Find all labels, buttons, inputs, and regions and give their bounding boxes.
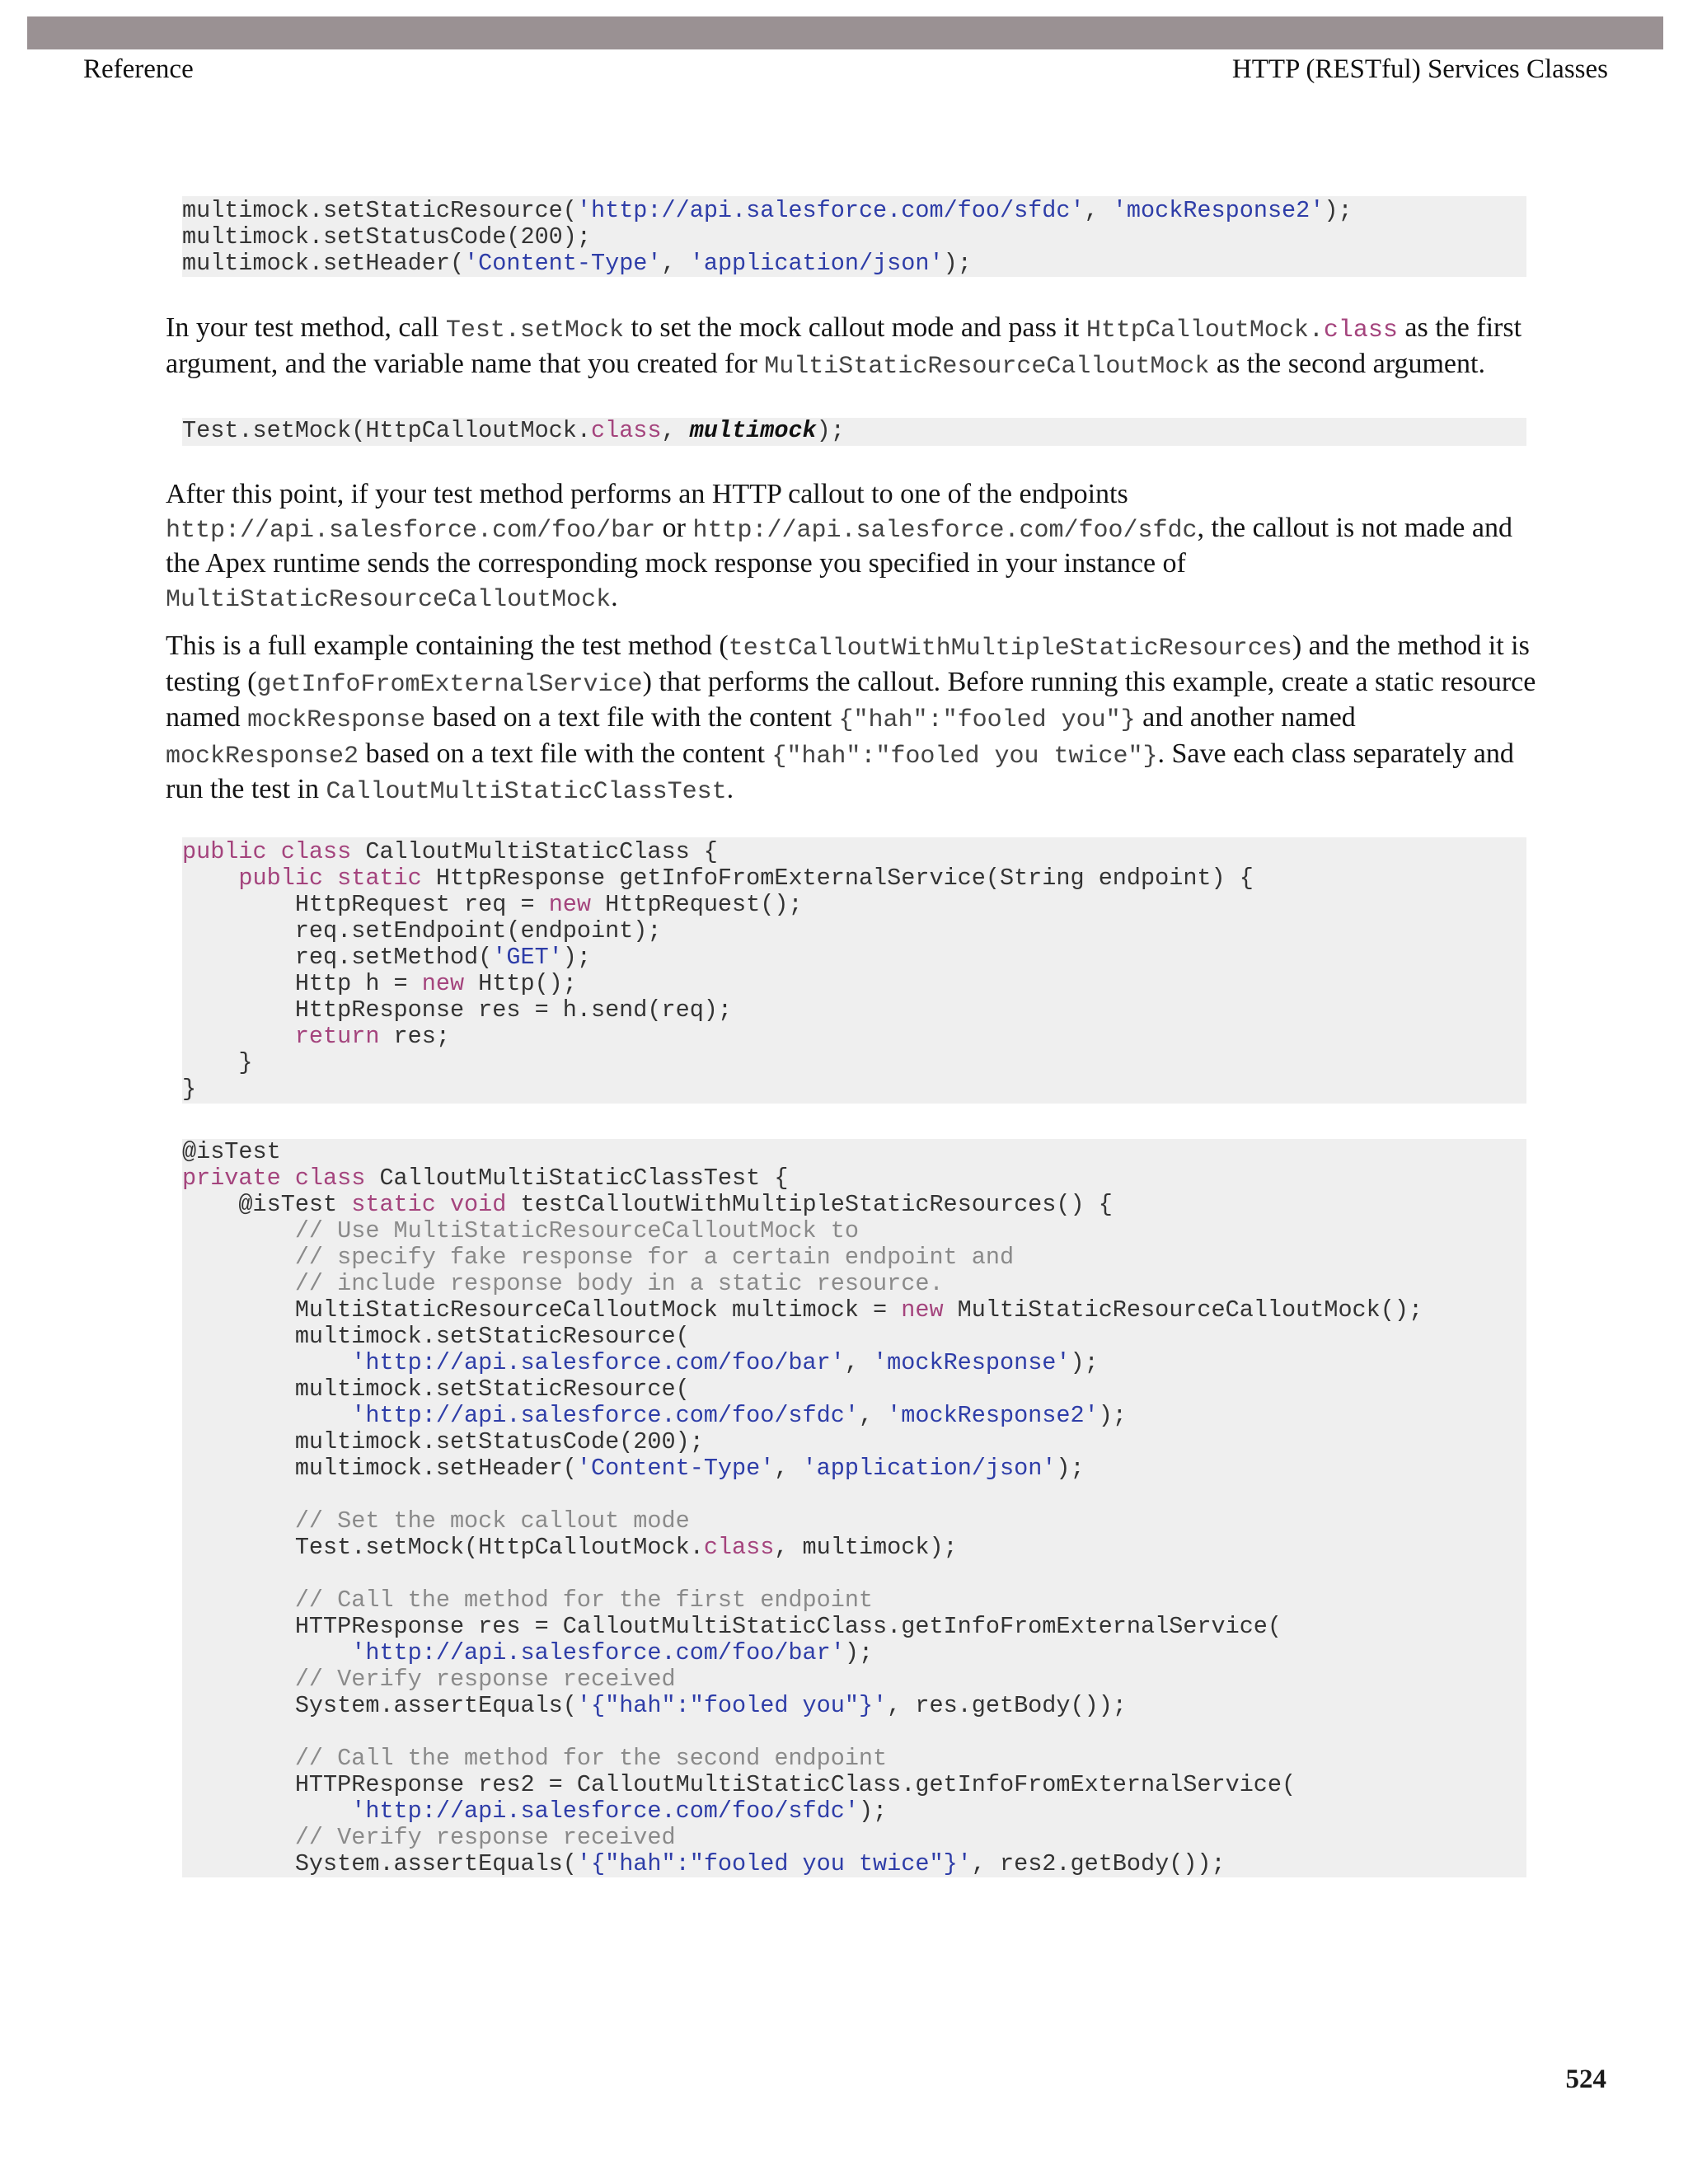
code-line [182,892,1526,918]
code-block-callout-class [182,837,1526,1104]
code-line [182,1535,1526,1561]
code-token: class [703,1534,775,1561]
code-token: Test.setMock(HttpCalloutMock. [182,1534,704,1561]
code-line [182,1587,1526,1614]
code-token: HttpRequest req = [182,891,549,918]
text: . [611,581,618,612]
code-line [182,1429,1526,1455]
paragraph-endpoints [166,478,1550,616]
code-line [182,1324,1526,1350]
code-token: 'Content-Type' [576,1455,775,1482]
code-line [182,1271,1526,1297]
code-token: 'mockResponse2' [1112,197,1325,224]
code-token: HTTPResponse res2 = CalloutMultiStaticClass.getInfoFromExternalService( [182,1771,1296,1798]
code-token: static void [351,1191,507,1218]
code-token: public static [238,865,422,892]
code-line [182,839,1526,865]
text: or [655,512,693,543]
code-token: ); [1098,1402,1127,1429]
code-token: HttpRequest(); [591,891,803,918]
code-token: multimock.setHeader( [182,250,465,277]
code-line [182,1666,1526,1693]
paragraph-setmock [166,312,1550,383]
code-token: return [294,1023,380,1050]
code-token: '{"hah":"fooled you twice"}' [576,1850,972,1877]
code-token [182,1639,351,1666]
code-line [182,1798,1526,1825]
text: based on a text file with the content [425,702,839,733]
inline-code: MultiStaticResourceCalloutMock [764,352,1210,381]
inline-code: MultiStaticResourceCalloutMock [166,585,612,614]
code-block-setup [182,196,1526,277]
code-token: , [661,250,690,277]
code-token: public class [182,838,352,865]
code-line [182,997,1526,1024]
code-token: } [182,1076,197,1103]
code-token [182,865,238,892]
code-line [182,1218,1526,1244]
code-line [182,918,1526,944]
inline-code: getInfoFromExternalService [256,670,643,699]
code-token: System.assertEquals( [182,1692,577,1719]
code-line [182,1561,1526,1587]
code-token: , multimock); [774,1534,958,1561]
text: to set the mock callout mode and pass it [623,312,1086,343]
code-token: // Verify response received [182,1824,676,1851]
code-line [182,1024,1526,1050]
code-token: multimock.setStatusCode(200); [182,1428,704,1455]
code-line [182,1851,1526,1877]
code-token: multimock.setStatusCode(200); [182,223,591,251]
code-token [182,1349,351,1376]
code-token: ); [858,1797,888,1825]
inline-code: {"hah":"fooled you twice"} [771,742,1158,771]
code-line [182,865,1526,892]
code-token: , [661,417,690,444]
code-line [182,1376,1526,1403]
code-token: 'http://api.salesforce.com/foo/sfdc' [351,1797,859,1825]
inline-code: Test.setMock [445,316,624,344]
inline-code: testCalloutWithMultipleStaticResources [728,635,1292,663]
code-line [182,1350,1526,1376]
code-token: ); [816,417,845,444]
code-token: 'http://api.salesforce.com/foo/bar' [351,1639,845,1666]
code-token: 'application/json' [689,250,944,277]
code-line [182,1455,1526,1482]
inline-code: HttpCalloutMock. [1085,316,1324,344]
code-token: Test.setMock(HttpCalloutMock. [182,417,591,444]
code-line [182,1076,1526,1103]
code-token: , res2.getBody()); [971,1850,1226,1877]
code-token [182,1023,295,1050]
code-token: private class [182,1165,366,1192]
code-token: 'application/json' [802,1455,1057,1482]
code-token: new [421,970,465,997]
code-token: multimock.setHeader( [182,1455,577,1482]
code-line [182,1640,1526,1666]
code-token: MultiStaticResourceCalloutMock multimock = [182,1296,902,1324]
code-line [182,971,1526,997]
code-line [182,251,1526,277]
code-block-setmock [182,418,1526,446]
code-line [182,1746,1526,1772]
code-token: multimock.setStaticResource( [182,1376,690,1403]
code-token: @isTest [182,1191,352,1218]
text: After this point, if your test method performs an HTTP callout to one of the endpoints [166,479,1128,509]
code-token: multimock [689,417,817,444]
code-block-test-class [182,1139,1526,1877]
code-token: CalloutMultiStaticClassTest { [365,1165,789,1192]
code-token: @isTest [182,1138,281,1165]
code-line [182,1139,1526,1165]
code-token: multimock.setStaticResource( [182,197,577,224]
inline-code: CalloutMultiStaticClassTest [326,778,727,806]
code-token: , [844,1349,874,1376]
text: as the first argument, and the variable name that you created for [166,312,1522,379]
code-token: System.assertEquals( [182,1850,577,1877]
text: , the callout is not made and the Apex runtime sends the corresponding mock response you specified in your instance of [166,512,1512,579]
top-bar [27,16,1663,49]
code-token: } [182,1049,253,1076]
header-section-title: Reference [83,54,194,84]
inline-code-keyword: class [1323,316,1398,344]
code-token: // specify fake response for a certain endpoint and [182,1244,1015,1271]
code-token: '{"hah":"fooled you"}' [576,1692,888,1719]
code-token: ); [562,944,591,971]
code-line [182,1165,1526,1192]
code-line [182,1825,1526,1851]
code-line [182,1482,1526,1508]
paragraph-full-example [166,630,1550,809]
code-token: ); [943,250,972,277]
code-token: new [548,891,591,918]
code-token: 'mockResponse2' [887,1402,1099,1429]
code-token: multimock.setStaticResource( [182,1323,690,1350]
code-token [182,1402,351,1429]
code-line [182,1772,1526,1798]
code-token: , [774,1455,803,1482]
code-line [182,1693,1526,1719]
code-token: req.setMethod( [182,944,493,971]
code-token: HttpResponse getInfoFromExternalService(String endpoint) { [421,865,1254,892]
code-token: testCalloutWithMultipleStaticResources() { [506,1191,1113,1218]
code-token: ); [1070,1349,1099,1376]
text: based on a text file with the content [359,738,772,769]
code-token: res; [379,1023,450,1050]
code-token: , res.getBody()); [887,1692,1127,1719]
code-token: MultiStaticResourceCalloutMock(); [943,1296,1423,1324]
code-token: class [590,417,662,444]
inline-code: mockResponse [247,706,426,734]
code-token: ); [844,1639,874,1666]
text: and another named [1135,702,1356,733]
code-token: 'http://api.salesforce.com/foo/sfdc' [351,1402,859,1429]
text: . Save each class separately and run the test in [166,738,1514,804]
code-token: // Verify response received [182,1666,676,1693]
code-token: ); [1056,1455,1085,1482]
inline-code: http://api.salesforce.com/foo/sfdc [692,516,1198,545]
code-line [182,1297,1526,1324]
code-line [182,1614,1526,1640]
inline-code: {"hah":"fooled you"} [838,706,1136,734]
code-token: 'http://api.salesforce.com/foo/bar' [351,1349,845,1376]
header-chapter-title: HTTP (RESTful) Services Classes [1231,54,1608,84]
code-token: Http h = [182,970,422,997]
code-token: 'mockResponse' [873,1349,1071,1376]
text: This is a full example containing the test method ( [166,630,729,661]
code-token: // Call the method for the first endpoint [182,1586,874,1614]
page-number: 524 [1565,2064,1606,2094]
code-token: new [901,1296,944,1324]
code-token: , [858,1402,888,1429]
code-line [182,1050,1526,1076]
text: . [726,774,734,804]
code-line [182,224,1526,251]
inline-code: mockResponse2 [166,742,359,771]
code-token: 'Content-Type' [464,250,662,277]
code-token: ); [1324,197,1353,224]
inline-code: http://api.salesforce.com/foo/bar [166,516,656,545]
code-token: Http(); [464,970,577,997]
code-token: // Set the mock callout mode [182,1507,690,1535]
code-line [182,198,1526,224]
text: as the second argument. [1209,348,1485,379]
code-line [182,944,1526,971]
code-token: req.setEndpoint(endpoint); [182,917,662,944]
text: ) that performs the callout. Before running this example, create a static resource named [166,666,1536,733]
code-token: CalloutMultiStaticClass { [351,838,718,865]
code-token: // Call the method for the second endpoint [182,1745,888,1772]
code-token: HttpResponse res = h.send(req); [182,996,733,1024]
code-token: // include response body in a static resource. [182,1270,944,1297]
code-line [182,418,1526,444]
code-token: , [1084,197,1113,224]
code-token: 'GET' [492,944,563,971]
code-token: // Use MultiStaticResourceCalloutMock to [182,1217,859,1244]
code-token: HTTPResponse res = CalloutMultiStaticClass.getInfoFromExternalService( [182,1613,1282,1640]
code-token: 'http://api.salesforce.com/foo/sfdc' [576,197,1085,224]
code-line [182,1719,1526,1746]
code-line [182,1508,1526,1535]
code-line [182,1403,1526,1429]
code-line [182,1244,1526,1271]
text: ) and the method it is testing ( [166,630,1530,697]
code-token [182,1797,351,1825]
code-line [182,1192,1526,1218]
text: In your test method, call [166,312,446,343]
